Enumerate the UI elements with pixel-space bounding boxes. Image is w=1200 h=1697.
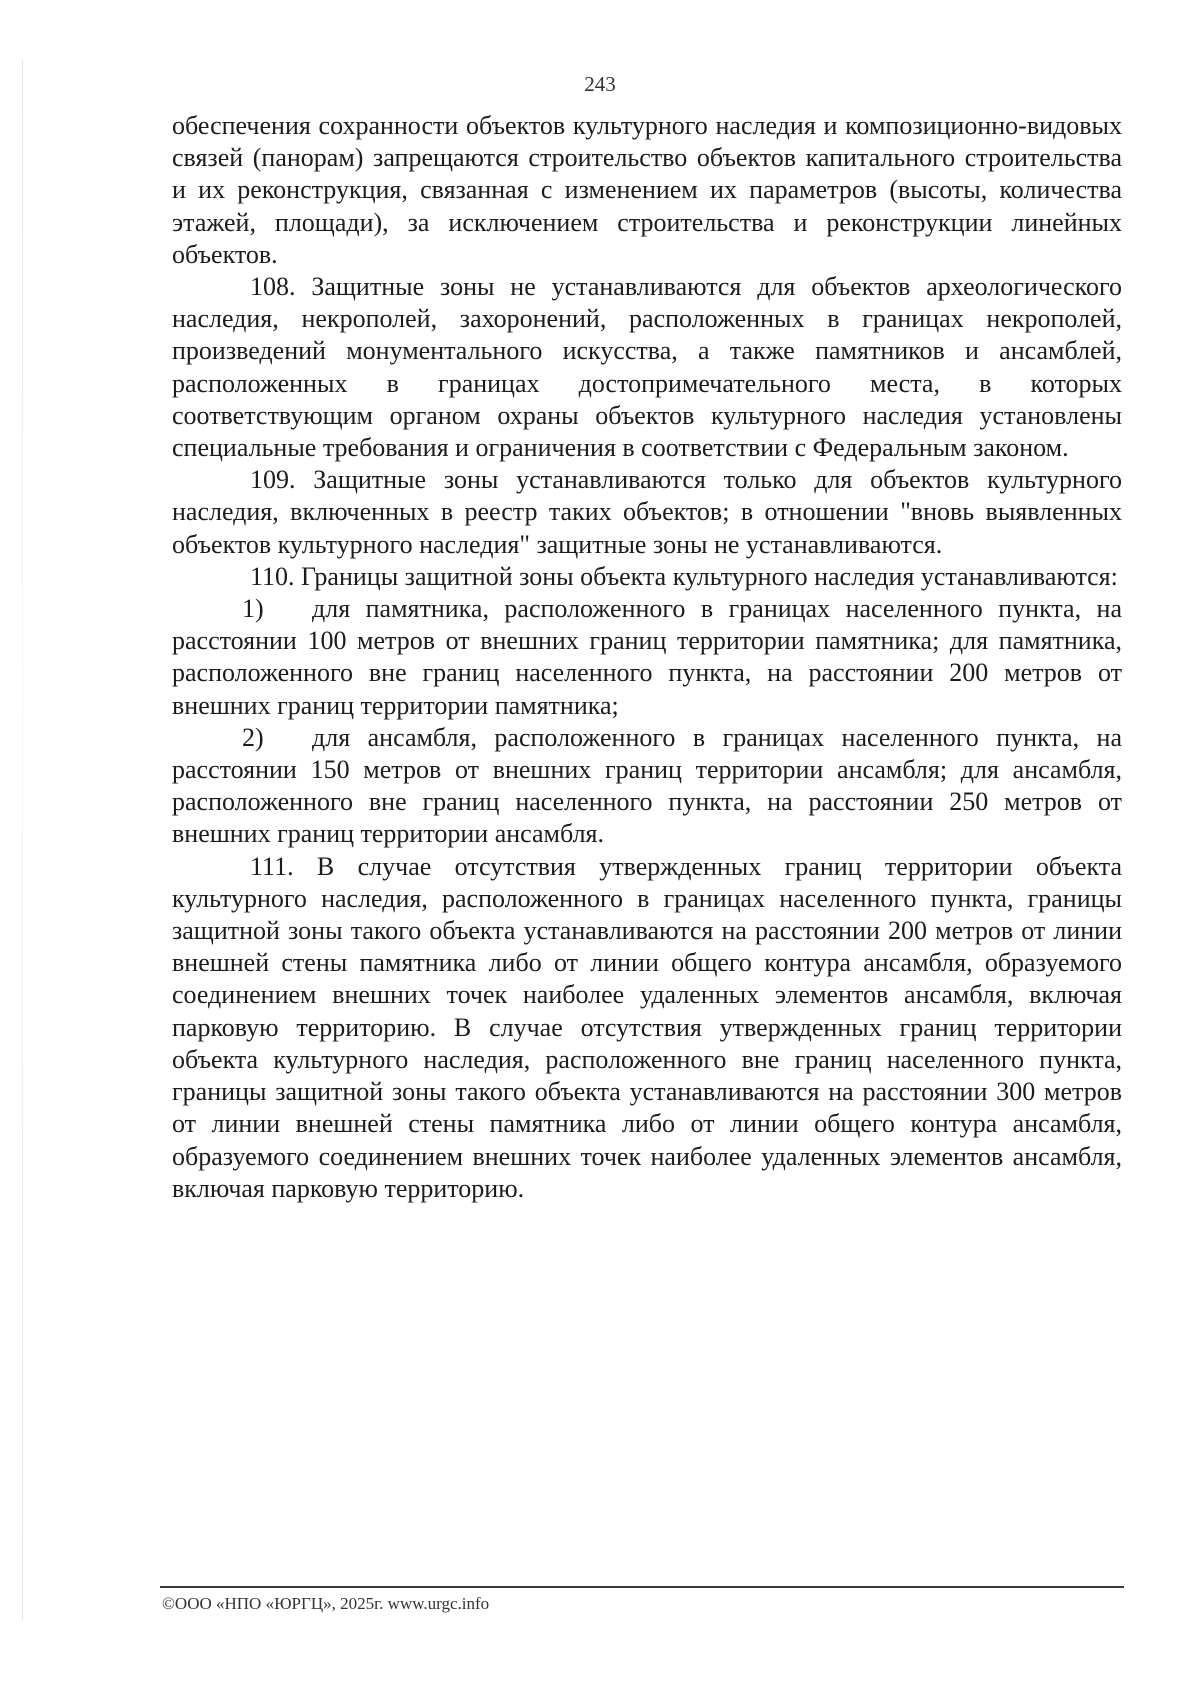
paragraph-continuation: обеспечения сохранности объектов культурного наследия и композиционно-видовых связей (панорам) запрещаются строительство объектов капитального строительства и их реконструкция, связанная с изменением их параметров (высоты, количества этажей, площади), за исключением строительства и реконструкции линейных объектов. (172, 111, 1122, 269)
list-item-1-text: для памятника, расположенного в границах населенного пункта, на расстоянии 100 метров от внешних границ территории памятника; для памятника, расположенного вне границ населенного пункта, на расстоянии 200 метров от внешних границ территории памятника; (172, 594, 1122, 720)
list-item-1-number: 1) (242, 594, 264, 624)
footer-copyright: ©ООО «НПО «ЮРГЦ», 2025г. www.urgc.info (162, 1594, 490, 1613)
list-item-2-text: для ансамбля, расположенного в границах населенного пункта, на расстоянии 150 метров от внешних границ территории ансамбля; для ансамбля, расположенного вне границ населенного пункта, на расстоянии 250 метров от внешних границ территории ансамбля. (172, 722, 1122, 849)
page-number: 243 (584, 72, 616, 96)
footer-divider (160, 1586, 1124, 1588)
paragraph-110: 110. Границы защитной зоны объекта культурного наследия устанавливаются: (250, 561, 1118, 591)
list-item-2 (172, 722, 1122, 851)
scan-edge-line (22, 60, 23, 1620)
paragraph-109: 109. Защитные зоны устанавливаются только для объектов культурного наследия, включенных в реестр таких объектов; в отношении "вновь выявленных объектов культурного наследия" защитные зоны не устанавливаются. (172, 465, 1122, 559)
paragraph-108: 108. Защитные зоны не устанавливаются для объектов археологического наследия, некрополей, захоронений, расположенных в границах некрополей, произведений монументального искусства, а также памятников и ансамблей, расположенных в границах достопримечательного места, в которых соответствующим органом охраны объектов культурного наследия установлены специальные требования и ограничения в соответствии с Федеральным законом. (172, 272, 1122, 463)
list-item-2-number: 2) (242, 722, 264, 752)
list-item-1 (172, 593, 1122, 722)
paragraph-111: 111. В случае отсутствия утвержденных границ территории объекта культурного наследия, расположенного в границах населенного пункта, границы защитной зоны такого объекта устанавливаются на расстоянии 200 метров от линии внешней стены памятника либо от линии общего контура ансамбля, образуемого соединением внешних точек наиболее удаленных элементов ансамбля, включая парковую территорию. В случае отсутствия утвержденных границ территории объекта культурного наследия, расположенного вне границ населенного пункта, границы защитной зоны такого объекта устанавливаются на расстоянии 300 метров от линии внешней стены памятника либо от линии общего контура ансамбля, образуемого соединением внешних точек наиболее удаленных элементов ансамбля, включая парковую территорию. (172, 851, 1122, 1203)
document-body (172, 110, 1122, 1205)
